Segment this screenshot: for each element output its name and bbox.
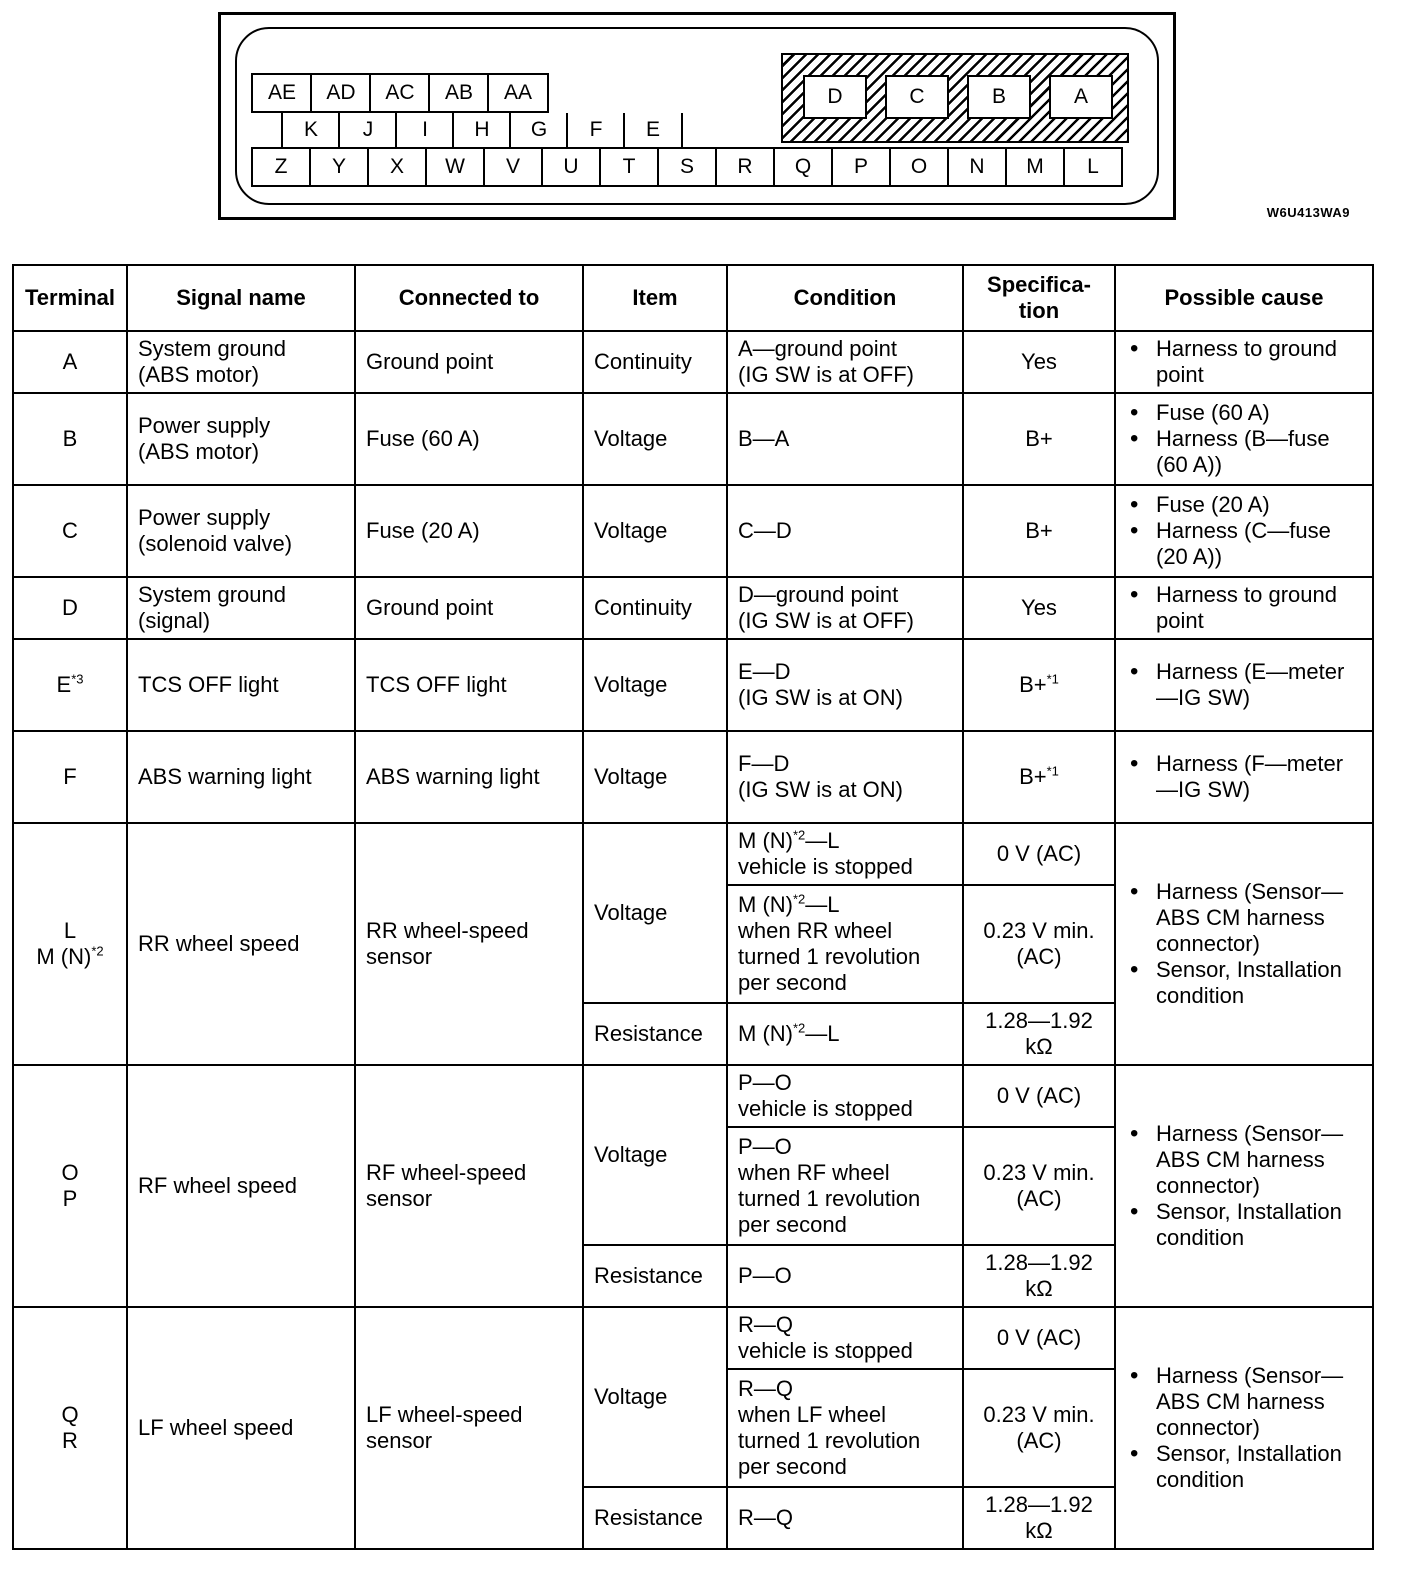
- footnote-marker: *2: [91, 943, 104, 959]
- header-item: Item: [583, 265, 727, 331]
- spec-value: B+: [1019, 672, 1047, 697]
- connector-pin: K: [281, 113, 341, 149]
- condition-cell: [727, 823, 963, 885]
- spec-cell: Yes: [963, 577, 1115, 639]
- header-terminal: Terminal: [13, 265, 127, 331]
- item-cell: Voltage: [583, 823, 727, 1003]
- terminal-cell: C: [13, 485, 127, 577]
- spec-cell: [963, 639, 1115, 731]
- spec-cell: 0.23 V min. (AC): [963, 1369, 1115, 1487]
- terminal-cell: A: [13, 331, 127, 393]
- signal-name-cell: TCS OFF light: [127, 639, 355, 731]
- item-cell: Voltage: [583, 1065, 727, 1245]
- table-row: [13, 731, 1373, 823]
- condition-cell: C—D: [727, 485, 963, 577]
- possible-cause-cell: [1115, 393, 1373, 485]
- connector-power-block: [781, 53, 1129, 143]
- connector-pin: AE: [251, 73, 313, 113]
- terminal-cell: Q R: [13, 1307, 127, 1549]
- spec-cell: 1.28—1.92 kΩ: [963, 1003, 1115, 1065]
- footnote-marker: *2: [792, 827, 806, 843]
- condition-cell: P—O when RF wheel turned 1 revolution per second: [727, 1127, 963, 1245]
- header-condition: Condition: [727, 265, 963, 331]
- connector-pin: W: [425, 147, 485, 187]
- connected-to-cell: TCS OFF light: [355, 639, 583, 731]
- connector-pin: R: [715, 147, 775, 187]
- footnote-marker: *2: [792, 1020, 806, 1036]
- connector-pin: AD: [310, 73, 372, 113]
- signal-name-cell: System ground (signal): [127, 577, 355, 639]
- spec-cell: 0 V (AC): [963, 1307, 1115, 1369]
- header-connected-to: Connected to: [355, 265, 583, 331]
- spec-cell: 1.28—1.92 kΩ: [963, 1245, 1115, 1307]
- connector-diagram: [218, 12, 1176, 220]
- item-cell: Continuity: [583, 577, 727, 639]
- connector-pin: E: [623, 113, 683, 149]
- terminal-spec-table: [12, 264, 1374, 1550]
- footnote-marker: *3: [71, 671, 84, 687]
- condition-text: —L vehicle is stopped: [738, 828, 913, 879]
- connected-to-cell: Fuse (20 A): [355, 485, 583, 577]
- connector-large-pin: C: [885, 75, 949, 119]
- cause-item: • Sensor, Installation condition: [1126, 1441, 1362, 1493]
- signal-name-cell: ABS warning light: [127, 731, 355, 823]
- connected-to-cell: LF wheel-speed sensor: [355, 1307, 583, 1549]
- item-cell: Voltage: [583, 639, 727, 731]
- cause-item: • Harness (B—fuse (60 A)): [1126, 426, 1362, 478]
- table-row: [13, 393, 1373, 485]
- possible-cause-cell: [1115, 577, 1373, 639]
- header-specification: Specifica- tion: [963, 265, 1115, 331]
- cause-item: • Sensor, Installation condition: [1126, 1199, 1362, 1251]
- table-row: [13, 331, 1373, 393]
- condition-cell: A—ground point (IG SW is at OFF): [727, 331, 963, 393]
- table-row: [13, 1307, 1373, 1369]
- connector-pin: N: [947, 147, 1007, 187]
- connected-to-cell: RR wheel-speed sensor: [355, 823, 583, 1065]
- condition-cell: D—ground point (IG SW is at OFF): [727, 577, 963, 639]
- connected-to-cell: RF wheel-speed sensor: [355, 1065, 583, 1307]
- spec-cell: B+: [963, 393, 1115, 485]
- footnote-marker: *1: [1046, 671, 1059, 687]
- table-row: [13, 1065, 1373, 1127]
- signal-name-cell: Power supply (ABS motor): [127, 393, 355, 485]
- cause-item: • Harness (Sensor—ABS CM harness connector): [1126, 1121, 1362, 1199]
- figure-id: W6U413WA9: [1266, 205, 1350, 220]
- connector-pin: Q: [773, 147, 833, 187]
- condition-cell: R—Q vehicle is stopped: [727, 1307, 963, 1369]
- connected-to-cell: Fuse (60 A): [355, 393, 583, 485]
- item-cell: Resistance: [583, 1245, 727, 1307]
- cause-item: • Harness (F—meter—IG SW): [1126, 751, 1362, 803]
- connector-pin: L: [1063, 147, 1123, 187]
- possible-cause-cell: [1115, 639, 1373, 731]
- terminal-cell: [13, 823, 127, 1065]
- connected-to-cell: Ground point: [355, 331, 583, 393]
- condition-cell: R—Q: [727, 1487, 963, 1549]
- item-cell: Voltage: [583, 393, 727, 485]
- signal-name-cell: LF wheel speed: [127, 1307, 355, 1549]
- table-row: [13, 639, 1373, 731]
- cause-item: • Harness to ground point: [1126, 336, 1362, 388]
- connector-pin: F: [566, 113, 626, 149]
- spec-cell: 0 V (AC): [963, 823, 1115, 885]
- spec-cell: 1.28—1.92 kΩ: [963, 1487, 1115, 1549]
- spec-cell: 0 V (AC): [963, 1065, 1115, 1127]
- connector-pin: O: [889, 147, 949, 187]
- connector-pin: X: [367, 147, 427, 187]
- possible-cause-cell: [1115, 485, 1373, 577]
- signal-name-cell: Power supply (solenoid valve): [127, 485, 355, 577]
- terminal-label: L: [63, 918, 77, 943]
- connector-body: [235, 27, 1159, 205]
- table-row: [13, 823, 1373, 885]
- spec-cell: 0.23 V min. (AC): [963, 1127, 1115, 1245]
- footnote-marker: *1: [1046, 763, 1059, 779]
- terminal-cell: D: [13, 577, 127, 639]
- condition-cell: P—O: [727, 1245, 963, 1307]
- condition-cell: P—O vehicle is stopped: [727, 1065, 963, 1127]
- terminal-label: M (N): [36, 944, 92, 969]
- terminal-cell: O P: [13, 1065, 127, 1307]
- table-row: [13, 485, 1373, 577]
- connector-pin: U: [541, 147, 601, 187]
- condition-cell: R—Q when LF wheel turned 1 revolution per second: [727, 1369, 963, 1487]
- condition-cell: F—D (IG SW is at ON): [727, 731, 963, 823]
- terminal-label: E: [56, 672, 72, 697]
- signal-name-cell: RR wheel speed: [127, 823, 355, 1065]
- spec-cell: [963, 731, 1115, 823]
- connector-pin: M: [1005, 147, 1065, 187]
- condition-cell: [727, 1003, 963, 1065]
- condition-cell: B—A: [727, 393, 963, 485]
- table-row: [13, 577, 1373, 639]
- condition-prefix: M (N): [738, 892, 793, 917]
- terminal-label-line2: [16, 944, 124, 970]
- cause-item: • Harness to ground point: [1126, 582, 1362, 634]
- possible-cause-cell: [1115, 731, 1373, 823]
- connector-pin: AC: [369, 73, 431, 113]
- spec-value: B+: [1019, 764, 1047, 789]
- cause-item: • Harness (Sensor—ABS CM harness connector): [1126, 879, 1362, 957]
- item-cell: Voltage: [583, 1307, 727, 1487]
- possible-cause-cell: [1115, 331, 1373, 393]
- condition-cell: [727, 885, 963, 1003]
- terminal-cell: F: [13, 731, 127, 823]
- item-cell: Resistance: [583, 1487, 727, 1549]
- condition-text: —L: [805, 1021, 840, 1046]
- connector-pin: G: [509, 113, 569, 149]
- connector-large-pin: B: [967, 75, 1031, 119]
- item-cell: Voltage: [583, 485, 727, 577]
- connector-pin: H: [452, 113, 512, 149]
- connector-pin: AB: [428, 73, 490, 113]
- condition-prefix: M (N): [738, 1021, 793, 1046]
- connected-to-cell: ABS warning light: [355, 731, 583, 823]
- possible-cause-cell: [1115, 1307, 1373, 1549]
- connector-pin: V: [483, 147, 543, 187]
- possible-cause-cell: [1115, 823, 1373, 1065]
- cause-item: • Sensor, Installation condition: [1126, 957, 1362, 1009]
- item-cell: Voltage: [583, 731, 727, 823]
- connector-large-pin: A: [1049, 75, 1113, 119]
- connector-pin: I: [395, 113, 455, 149]
- cause-item: • Harness (Sensor—ABS CM harness connector): [1126, 1363, 1362, 1441]
- connector-pin: P: [831, 147, 891, 187]
- connector-pin: T: [599, 147, 659, 187]
- item-cell: Resistance: [583, 1003, 727, 1065]
- signal-name-cell: System ground (ABS motor): [127, 331, 355, 393]
- spec-cell: 0.23 V min. (AC): [963, 885, 1115, 1003]
- table-header-row: [13, 265, 1373, 331]
- connector-pin: Y: [309, 147, 369, 187]
- possible-cause-cell: [1115, 1065, 1373, 1307]
- cause-item: • Fuse (20 A): [1126, 492, 1362, 518]
- header-possible-cause: Possible cause: [1115, 265, 1373, 331]
- header-signal-name: Signal name: [127, 265, 355, 331]
- connector-pin: AA: [487, 73, 549, 113]
- spec-cell: B+: [963, 485, 1115, 577]
- terminal-cell: [13, 639, 127, 731]
- cause-item: • Harness (E—meter—IG SW): [1126, 659, 1362, 711]
- connector-pin: J: [338, 113, 398, 149]
- cause-item: • Fuse (60 A): [1126, 400, 1362, 426]
- condition-cell: E—D (IG SW is at ON): [727, 639, 963, 731]
- connector-pin: Z: [251, 147, 311, 187]
- spec-cell: Yes: [963, 331, 1115, 393]
- condition-prefix: M (N): [738, 828, 793, 853]
- connected-to-cell: Ground point: [355, 577, 583, 639]
- signal-name-cell: RF wheel speed: [127, 1065, 355, 1307]
- footnote-marker: *2: [792, 891, 806, 907]
- condition-text: —L when RR wheel turned 1 revolution per second: [738, 892, 921, 995]
- item-cell: Continuity: [583, 331, 727, 393]
- terminal-cell: B: [13, 393, 127, 485]
- cause-item: • Harness (C—fuse (20 A)): [1126, 518, 1362, 570]
- connector-large-pin: D: [803, 75, 867, 119]
- connector-pin: S: [657, 147, 717, 187]
